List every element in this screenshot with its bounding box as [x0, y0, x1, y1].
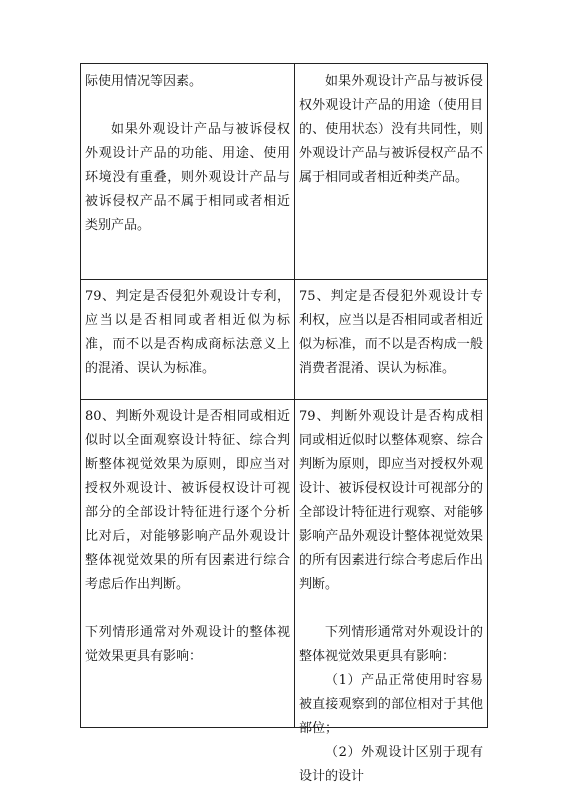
paragraph: 如果外观设计产品与被诉侵权外观设计产品的功能、用途、使用环境没有重叠，则外观设计产品与被诉侵权产品不属于相同或者相近类别产品。 [85, 122, 290, 233]
paragraph: 下列情形通常对外观设计的整体视觉效果更具有影响： [85, 625, 290, 664]
row-1-right-cell [295, 70, 487, 279]
paragraph: 79、判断外观设计是否构成相同或相近似时以整体观察、综合判断为原则，即应当对授权外观设计、被诉侵权设计可视部分的全部设计特征进行观察、对能够影响产品外观设计整体视觉效果的所有因素进行综合考虑后作出判断。 [299, 409, 483, 592]
row-divider [81, 399, 487, 400]
row-2-left-cell [81, 285, 294, 399]
paragraph: 际使用情况等因素。 [85, 74, 203, 89]
row-divider [81, 279, 487, 280]
row-2-right-cell [295, 285, 487, 399]
paragraph: （2）外观设计区别于现有设计的设计 [299, 745, 483, 784]
paragraph: 80、判断外观设计是否相同或相近似时以全面观察设计特征、综合判断整体视觉效果为原则，即应当对授权外观设计、被诉侵权设计可视部分的全部设计特征进行逐个分析比对后，对能够影响产品外观设计整体视觉效果的所有因素进行综合考虑后作出判断。 [85, 409, 290, 592]
row-1-left-cell [81, 70, 294, 279]
row-3-left-cell [81, 405, 294, 727]
paragraph: 79、判定是否侵犯外观设计专利，应当以是否相同或者相近似为标准，而不以是否构成商标法意义上的混淆、误认为标准。 [85, 289, 290, 376]
paragraph: 如果外观设计产品与被诉侵权外观设计产品的用途（使用目的、使用状态）没有共同性，则外观设计产品与被诉侵权产品不属于相同或者相近种类产品。 [299, 74, 483, 185]
paragraph: （1）产品正常使用时容易被直接观察到的部位相对于其他部位； [299, 673, 483, 736]
comparison-table [80, 63, 488, 784]
row-3-right-cell [295, 405, 487, 784]
paragraph: 75、判定是否侵犯外观设计专利权，应当以是否相同或者相近似为标准，而不以是否构成一般消费者混淆、误认为标准。 [299, 289, 483, 376]
paragraph: 下列情形通常对外观设计的整体视觉效果更具有影响： [299, 625, 483, 664]
